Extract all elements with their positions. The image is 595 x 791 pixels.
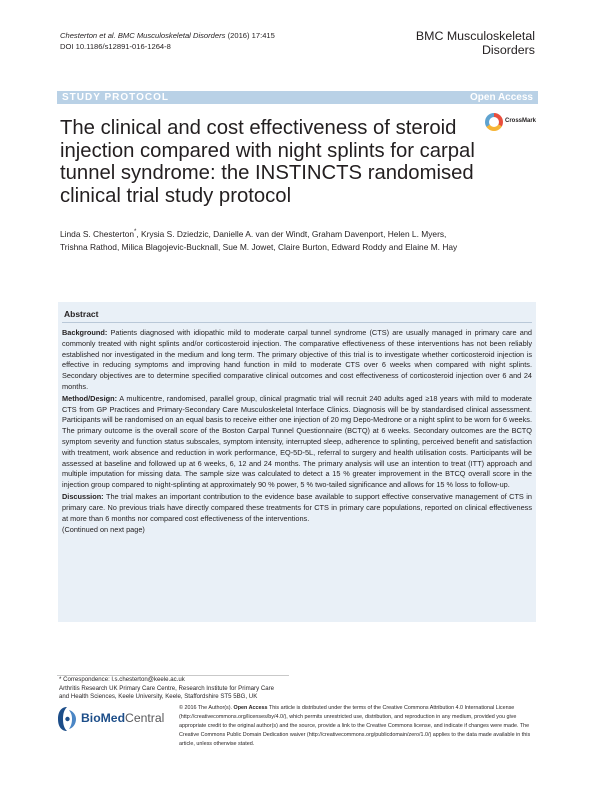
journal-name-line2: Disorders <box>481 42 535 57</box>
author-list: Linda S. Chesterton*, Krysia S. Dziedzic, Danielle A. van der Windt, Graham Davenport, Helen L. Myers, Trishna Rathod, Milica Blagojevic-Bucknall, Sue M. Jowet, Claire Burton, Edward Roddy and Elaine M. Hay <box>60 226 538 254</box>
biomed-central-icon <box>57 706 77 732</box>
abstract-methods <box>62 394 532 491</box>
abstract-heading: Abstract <box>64 309 99 319</box>
abstract-background <box>62 328 532 393</box>
discussion-text: The trial makes an important contribution to the evidence base available to support effective conservative management of CTS in primary care. No previous trials have directly compared these treatments for CTS in primary care populations, reported on clinical effectiveness at more than 6 months nor compared cost effectiveness of the interventions. <box>62 491 532 523</box>
background-label: Background: <box>62 328 108 337</box>
journal-name-line1: BMC Musculoskeletal <box>415 29 535 43</box>
correspondence-note <box>59 676 299 702</box>
open-access-label: Open Access <box>470 92 533 103</box>
authors-line1: , Krysia S. Dziedzic, Danielle A. van der Windt, Graham Davenport, Helen L. Myers, <box>136 228 447 239</box>
affiliation-line2: and Health Sciences, Keele University, Keele, Staffordshire ST5 5BG, UK <box>59 693 258 701</box>
crossmark-icon <box>485 113 503 131</box>
open-access-bold: Open Access <box>233 705 268 711</box>
central-wordmark: Central <box>125 711 165 725</box>
authors-line2: Trishna Rathod, Milica Blagojevic-Bucknall, Sue M. Jowet, Claire Burton, Edward Roddy and Elaine M. Hay <box>60 241 458 252</box>
doi: DOI 10.1186/s12891-016-1264-8 <box>60 42 171 51</box>
article-type: STUDY PROTOCOL <box>62 92 169 103</box>
abstract-divider <box>62 322 532 323</box>
correspondence-email: * Correspondence: l.s.chesterton@keele.ac.uk <box>59 676 185 683</box>
crossmark-label: CrossMark <box>505 118 537 124</box>
corresponding-author: Linda S. Chesterton <box>60 228 135 239</box>
methods-label: Method/Design: <box>62 393 118 403</box>
license-text: This article is distributed under the terms of the Creative Commons Attribution 4.0 International License (http://creativecommons.org/licenses/by/4.0/), which permits unrestricted use, distribution, and reproduction in any medium, provided you give appropriate credit to the original author(s) and the source, provide a link to the Creative Commons license, and indicate if changes were made. The Creative Commons Public Domain Dedication waiver (http://creativecommons.org/publicdomain/zero/1.0/) applies to the data made available in this article, unless otherwise stated. <box>179 705 531 747</box>
biomed-wordmark: BioMed <box>81 711 126 725</box>
copyright: © 2016 The Author(s). <box>179 705 233 711</box>
continued-note: (Continued on next page) <box>62 525 145 535</box>
citation: Chesterton et al. BMC Musculoskeletal Disorders (2016) 17:415 DOI 10.1186/s12891-016-1264-8 <box>60 31 275 51</box>
license-statement <box>179 704 541 749</box>
crossmark-badge[interactable] <box>485 113 545 135</box>
background-text: Patients diagnosed with idiopathic mild to moderate carpal tunnel syndrome (CTS) are usually managed in primary care and commonly treated with night splints and/or corticosteroid injection. The comparative effectiveness of these interventions has not been reliably established nor investigated in the medium and long term. The primary objective of this trial is to investigate whether corticosteroid injection is effective in reducing symptoms and improving hand function in mild to moderate CTS over 6 weeks when compared with night splints. Secondary objectives are to determine specified comparative clinical outcomes and cost effectiveness of corticosteroid injection over 6 and 24 months. <box>62 328 532 391</box>
citation-volume: (2016) 17:415 <box>227 31 275 40</box>
discussion-label: Discussion: <box>62 491 104 501</box>
citation-journal: BMC Musculoskeletal Disorders <box>117 31 226 40</box>
abstract-discussion <box>62 492 532 524</box>
abstract-body <box>62 328 532 537</box>
citation-authors: Chesterton <box>60 31 98 40</box>
journal-name <box>375 30 535 57</box>
biomed-central-logo[interactable] <box>57 705 187 735</box>
article-title: The clinical and cost effectiveness of steroid injection compared with night splints for carpal tunnel syndrome: the INSTINCTS randomised clinical trial study protocol <box>60 117 475 207</box>
methods-text: A multicentre, randomised, parallel group, clinical pragmatic trial will recruit 240 adults aged ≥18 years with mild to moderate CTS from GP Practices and Primary-Secondary Care Musculoskeletal Interface Clinics. Diagnosis will be by standardised clinical assessment. Participants will be randomised on an equal basis to receive either one injection of 20 mg Depo-Medrone or a night splint to be worn for 6 weeks. The primary outcome is the overall score of the Boston Carpal Tunnel Questionnaire (BCTQ) at 6 weeks. Secondary outcomes are the BCTQ symptom severity and function status subscales, symptom intensity, interrupted sleep, adherence to splinting, perceived benefit and satisfaction with treatment, work absence and reduction in work performance, EQ-5D-5L, referral to surgery and health utilisation costs. Participants will be assessed at baseline and followed up at 6 weeks, 6, 12 and 24 months. The primary analysis will use an intention to treat (ITT) approach and multiple imputation for missing data. The sample size was calculated to detect a 15 % greater improvement in the BTCQ overall score in the injection group compared to night-splinting at approximately 90 % power, 5 % two-tailed significance and allows for 15 % loss to follow-up. <box>62 393 532 490</box>
affiliation-line1: Arthritis Research UK Primary Care Centre, Research Institute for Primary Care <box>59 684 275 692</box>
